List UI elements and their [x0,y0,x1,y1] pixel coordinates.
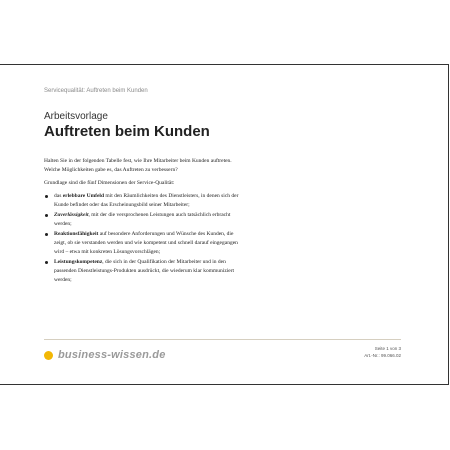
page-title: Auftreten beim Kunden [44,123,210,140]
lead-paragraph: Grundlage sind die fünf Dimensionen der Service-Qualität: [44,180,175,186]
dimension-list [44,192,244,285]
list-item [44,258,244,285]
document-body [44,157,244,286]
list-item [44,211,244,229]
list-item [44,192,244,210]
logo-dot-icon [44,351,53,360]
document-page [0,64,449,385]
item-text: , mit der die versprochenen Leistungen auch tatsächlich erbracht werden; [54,212,231,227]
item-text: , die sich in der Qualifikation der Mitarbeiter und in den passenden Dienstleistungs-Produkten ausdrückt, die wiederum klar kommuniziert werden; [54,259,235,283]
article-number: Art.-Nr.: 99.066.02 [364,353,401,358]
list-item [44,230,244,257]
page-number: Seite 1 von 3 [374,346,401,351]
page-meta [364,345,401,359]
item-term: Zuverlässigkeit [54,212,89,218]
item-text: mit den Räumlichkeiten des Dienstleisters, in denen sich der Kunde befindet oder das Erscheinungsbild seiner Mitarbeiter; [54,193,239,208]
item-prefix: das [54,193,63,199]
item-term: erlebbare Umfeld [62,193,105,199]
document-type-label: Arbeitsvorlage [44,111,108,122]
item-text: auf besondere Anforderungen und Wünsche des Kunden, die zeigt, ob sie verstanden werden und wie kompetent und schnell darauf eingegangen wird – etwa mit konkreten Lösungsvorschlägen; [54,231,238,255]
logo-text: business-wissen.de [58,349,166,361]
breadcrumb: Servicequalität: Auftreten beim Kunden [44,88,148,94]
intro-paragraph: Halten Sie in der folgenden Tabelle fest, wie Ihre Mitarbeiter beim Kunden auftreten. Welche Möglichkeiten gabe es, das Auftreten zu verbessern? [44,158,232,173]
item-term: Leistungskompetenz [54,259,103,265]
footer-divider [44,339,401,340]
brand-logo [44,349,166,361]
item-term: Reaktionsfähigkeit [54,231,99,237]
